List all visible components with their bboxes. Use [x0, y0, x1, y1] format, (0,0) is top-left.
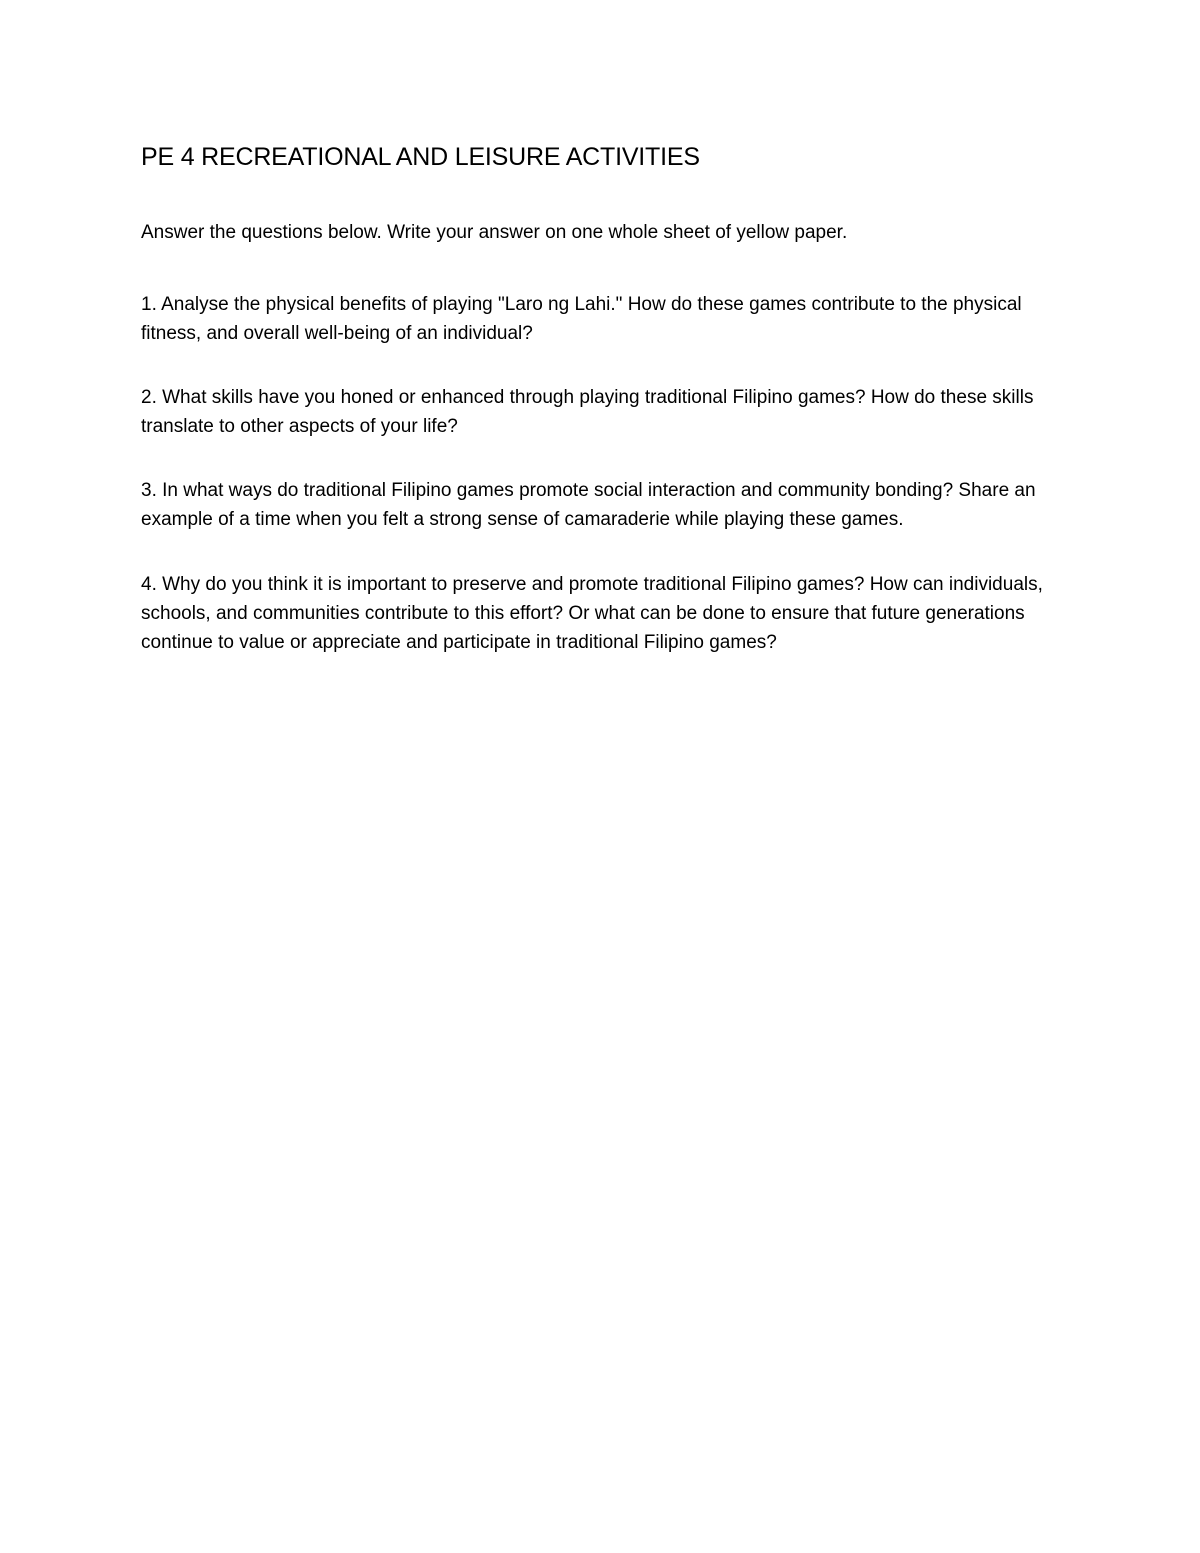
question-1: 1. Analyse the physical benefits of playing "Laro ng Lahi." How do these games contribute to the physical fitness, and overall well-being of an individual? [141, 294, 1022, 344]
document-page [141, 140, 1071, 657]
question-4: 4. Why do you think it is important to preserve and promote traditional Filipino games? How can individuals, schools, and communities contribute to this effort? Or what can be done to ensure that future generations continue to value or appreciate and participate in traditional Filipino games? [141, 574, 1043, 653]
question-2: 2. What skills have you honed or enhanced through playing traditional Filipino games? How do these skills translate to other aspects of your life? [141, 387, 1034, 437]
document-title: PE 4 RECREATIONAL AND LEISURE ACTIVITIES [141, 143, 700, 171]
question-3: 3. In what ways do traditional Filipino games promote social interaction and community bonding? Share an example of a time when you felt a strong sense of camaraderie while playing these games. [141, 480, 1036, 530]
instructions-text: Answer the questions below. Write your answer on one whole sheet of yellow paper. [141, 222, 848, 243]
